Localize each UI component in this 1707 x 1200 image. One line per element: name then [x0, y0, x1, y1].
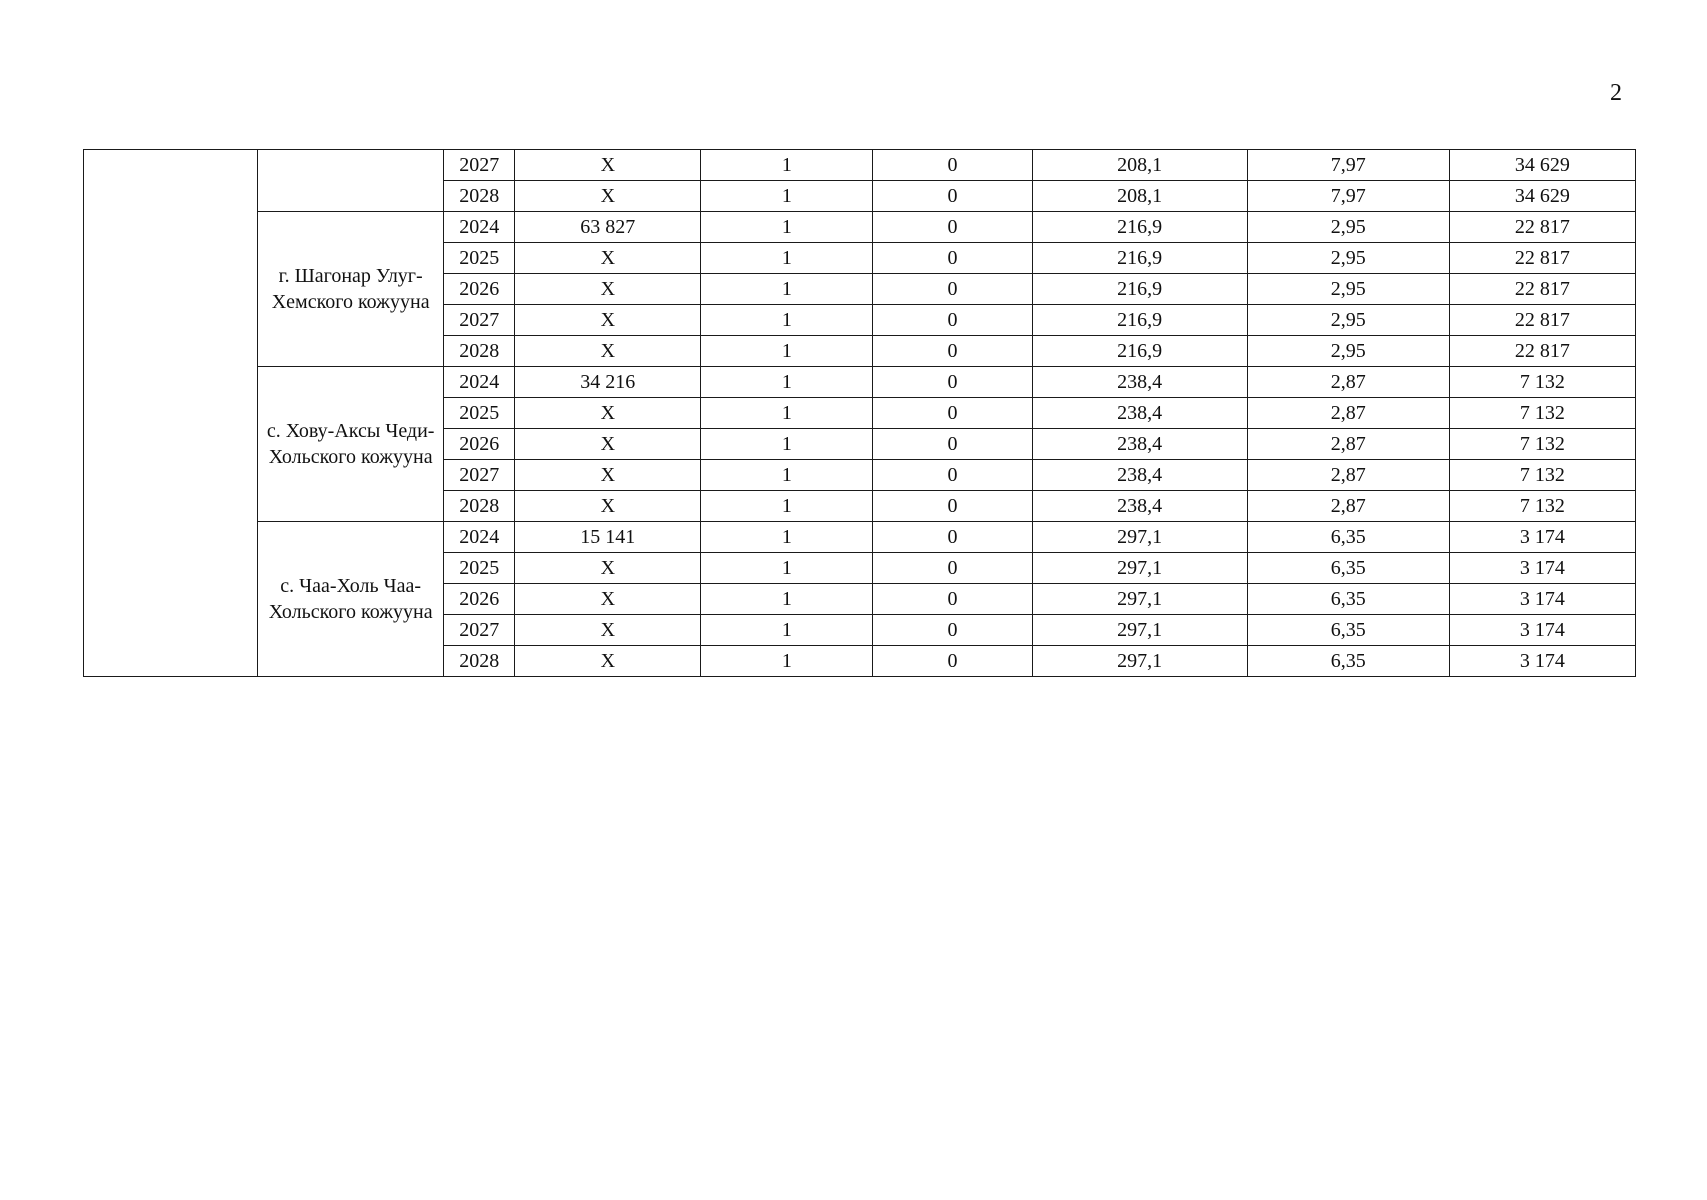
- table-cell: X: [515, 429, 701, 460]
- table-cell: 0: [873, 367, 1032, 398]
- table-cell: 238,4: [1032, 429, 1247, 460]
- table-cell: 2027: [444, 150, 515, 181]
- table-cell: 34 629: [1449, 150, 1635, 181]
- table-cell: 216,9: [1032, 274, 1247, 305]
- page-number: 2: [1610, 80, 1622, 106]
- table-cell: 1: [701, 491, 873, 522]
- table-cell: 22 817: [1449, 305, 1635, 336]
- table-cell: 1: [701, 181, 873, 212]
- table-cell: 2024: [444, 367, 515, 398]
- table-cell: 0: [873, 646, 1032, 677]
- table-cell: 2027: [444, 305, 515, 336]
- table-cell: 7 132: [1449, 367, 1635, 398]
- table-cell: 1: [701, 243, 873, 274]
- table-cell: 1: [701, 615, 873, 646]
- table-row: [84, 522, 1636, 553]
- table-cell: X: [515, 491, 701, 522]
- table-cell: 238,4: [1032, 491, 1247, 522]
- table-cell: X: [515, 336, 701, 367]
- table-cell: 7,97: [1247, 150, 1449, 181]
- table-cell: 0: [873, 243, 1032, 274]
- table-cell: 7,97: [1247, 181, 1449, 212]
- table-cell: 22 817: [1449, 243, 1635, 274]
- data-table: [83, 149, 1636, 677]
- table-cell: 0: [873, 460, 1032, 491]
- table-cell: 0: [873, 305, 1032, 336]
- table-cell: 15 141: [515, 522, 701, 553]
- table-cell: 2026: [444, 584, 515, 615]
- table-cell: 2028: [444, 336, 515, 367]
- table-cell: 2028: [444, 646, 515, 677]
- table-cell: 2028: [444, 491, 515, 522]
- table-cell: 2027: [444, 615, 515, 646]
- table-cell: 6,35: [1247, 646, 1449, 677]
- table-cell: 3 174: [1449, 522, 1635, 553]
- table-cell: X: [515, 553, 701, 584]
- table-cell: 297,1: [1032, 615, 1247, 646]
- table-cell: 2024: [444, 212, 515, 243]
- table-cell: X: [515, 398, 701, 429]
- table-cell: 2025: [444, 243, 515, 274]
- table-row: [84, 367, 1636, 398]
- table-cell: X: [515, 274, 701, 305]
- table-cell: 3 174: [1449, 553, 1635, 584]
- table-cell: 2,87: [1247, 460, 1449, 491]
- table-cell: 34 629: [1449, 181, 1635, 212]
- table-cell: 0: [873, 522, 1032, 553]
- table-cell: 1: [701, 274, 873, 305]
- table-cell: 3 174: [1449, 646, 1635, 677]
- table-cell: 2027: [444, 460, 515, 491]
- table-cell: X: [515, 181, 701, 212]
- table-cell: 0: [873, 491, 1032, 522]
- table-cell: 216,9: [1032, 243, 1247, 274]
- table-cell: 22 817: [1449, 212, 1635, 243]
- table-cell: 2024: [444, 522, 515, 553]
- table-cell: 1: [701, 522, 873, 553]
- table-cell: 1: [701, 150, 873, 181]
- table-cell: 2,95: [1247, 274, 1449, 305]
- table-cell: 1: [701, 646, 873, 677]
- table-cell-place: с. Чаа-Холь Чаа-Хольского кожууна: [258, 522, 444, 677]
- table-cell: 2025: [444, 553, 515, 584]
- table-cell: 1: [701, 367, 873, 398]
- table-cell: 216,9: [1032, 212, 1247, 243]
- table-cell: 6,35: [1247, 522, 1449, 553]
- table-cell-place: [258, 150, 444, 212]
- table-cell: 34 216: [515, 367, 701, 398]
- table-cell: 1: [701, 553, 873, 584]
- table-cell: X: [515, 584, 701, 615]
- table-cell: 297,1: [1032, 584, 1247, 615]
- table-cell: 238,4: [1032, 398, 1247, 429]
- table-cell: 22 817: [1449, 274, 1635, 305]
- table-cell-place: с. Хову-Аксы Чеди-Хольского кожууна: [258, 367, 444, 522]
- table-cell: 0: [873, 274, 1032, 305]
- table-cell: 238,4: [1032, 367, 1247, 398]
- table-cell: 2025: [444, 398, 515, 429]
- table-cell: 216,9: [1032, 305, 1247, 336]
- table-cell: 297,1: [1032, 522, 1247, 553]
- table-cell: 2026: [444, 274, 515, 305]
- table-cell-place: г. Шагонар Улуг-Хемского кожууна: [258, 212, 444, 367]
- table-row: [84, 212, 1636, 243]
- table-cell: 0: [873, 584, 1032, 615]
- table-cell: 2,87: [1247, 429, 1449, 460]
- table-cell: X: [515, 460, 701, 491]
- table-cell: 2,95: [1247, 212, 1449, 243]
- table-cell: 0: [873, 181, 1032, 212]
- table-cell: 2,95: [1247, 336, 1449, 367]
- table-cell: 0: [873, 615, 1032, 646]
- table-cell: 2,95: [1247, 305, 1449, 336]
- table-cell: 297,1: [1032, 646, 1247, 677]
- table-cell: 238,4: [1032, 460, 1247, 491]
- table-cell: X: [515, 243, 701, 274]
- table-cell: 1: [701, 305, 873, 336]
- table-cell: 1: [701, 460, 873, 491]
- table-body: [84, 150, 1636, 677]
- table-cell: 2026: [444, 429, 515, 460]
- table-cell: 7 132: [1449, 491, 1635, 522]
- table-cell: 1: [701, 584, 873, 615]
- table-cell: 1: [701, 336, 873, 367]
- table-cell: 0: [873, 429, 1032, 460]
- table-cell: 3 174: [1449, 615, 1635, 646]
- table-cell: X: [515, 646, 701, 677]
- table-cell: 2,95: [1247, 243, 1449, 274]
- table-cell: 22 817: [1449, 336, 1635, 367]
- table-cell: 0: [873, 336, 1032, 367]
- table-cell: 216,9: [1032, 336, 1247, 367]
- table-cell: 1: [701, 398, 873, 429]
- table-cell: 208,1: [1032, 181, 1247, 212]
- table-cell: 7 132: [1449, 460, 1635, 491]
- table-cell: 3 174: [1449, 584, 1635, 615]
- table-cell: 0: [873, 150, 1032, 181]
- table-cell: 7 132: [1449, 429, 1635, 460]
- table-row: [84, 150, 1636, 181]
- table-cell-empty-number: [84, 150, 258, 677]
- table-cell: 2028: [444, 181, 515, 212]
- table-cell: X: [515, 150, 701, 181]
- table-cell: 6,35: [1247, 553, 1449, 584]
- table-cell: 0: [873, 398, 1032, 429]
- table-cell: 1: [701, 429, 873, 460]
- table-cell: 63 827: [515, 212, 701, 243]
- table-cell: 1: [701, 212, 873, 243]
- table-cell: 6,35: [1247, 615, 1449, 646]
- table-cell: 2,87: [1247, 367, 1449, 398]
- table-cell: 6,35: [1247, 584, 1449, 615]
- table-cell: 297,1: [1032, 553, 1247, 584]
- table-cell: 2,87: [1247, 398, 1449, 429]
- table-cell: X: [515, 615, 701, 646]
- table-cell: 0: [873, 212, 1032, 243]
- table-cell: 7 132: [1449, 398, 1635, 429]
- table-cell: 208,1: [1032, 150, 1247, 181]
- table-cell: 0: [873, 553, 1032, 584]
- table-cell: X: [515, 305, 701, 336]
- table-cell: 2,87: [1247, 491, 1449, 522]
